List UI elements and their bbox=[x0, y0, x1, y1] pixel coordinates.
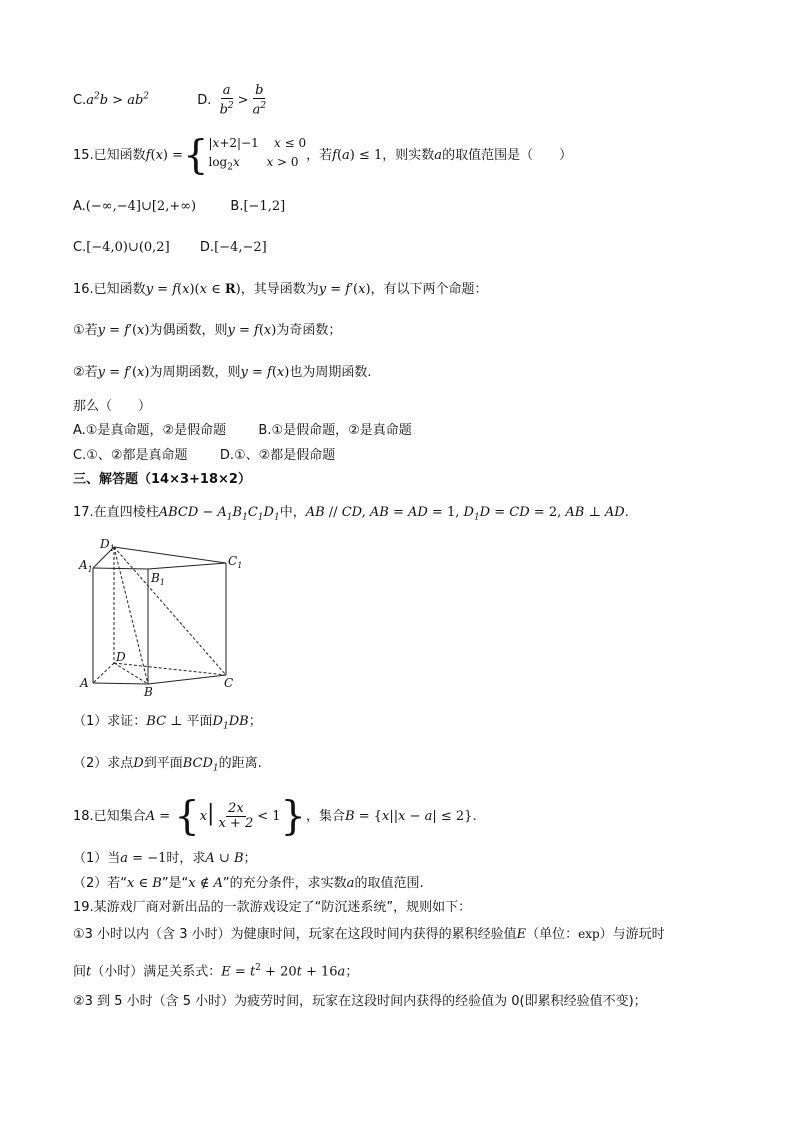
label-c1: $C_1$ bbox=[228, 554, 243, 570]
q19-stem: 19.某游戏厂商对新出品的一款游戏设定了“防沉迷系统”，规则如下： bbox=[73, 900, 472, 915]
q18-part2: （2）若“x ∈ B”是“x ∉ A”的充分条件，求实数a的取值范围. bbox=[73, 876, 424, 891]
q15-option-d: D.[−4,−2] bbox=[199, 240, 267, 255]
q14-options bbox=[73, 84, 270, 117]
edge-b1c1 bbox=[148, 563, 226, 569]
q16-proposition-1: ①若y = f′(x)为偶函数，则y = f(x)为奇函数； bbox=[73, 323, 342, 338]
prism-figure bbox=[78, 535, 248, 697]
edge-bc bbox=[148, 675, 226, 684]
q18-part1: （1）当a = −1时，求A ∪ B； bbox=[73, 851, 257, 866]
edge-ab bbox=[93, 683, 148, 684]
q16-option-d: D.①、②都是假命题 bbox=[219, 448, 336, 463]
q15-option-c: C.[−4,0)∪(0,2] bbox=[73, 240, 170, 255]
q15-stem: 15.已知函数f(x) ={|x+2|−1 x ≤ 0 $\log_2x$ x > 0 ，若f(a) ≤ 1，则实数a的取值范围是（ ） bbox=[73, 132, 573, 179]
q16-ask: 那么（ ） bbox=[73, 399, 152, 414]
label-c: C bbox=[224, 676, 234, 690]
q19-rule2: ②3 到 5 小时（含 5 小时）为疲劳时间，玩家在这段时间内获得的经验值为 0(即累积经验值不变)； bbox=[73, 994, 647, 1009]
label-a: A bbox=[80, 676, 89, 690]
q16-options-ab bbox=[73, 421, 412, 441]
q14-option-d: D. $\frac{a}{b^2}$ > $\frac{b}{a^2}$ bbox=[197, 83, 267, 118]
q16-options-cd bbox=[73, 446, 335, 466]
q19-rule1-line2: 间t（小时）满足关系式：$E = t^2 + 20t + 16a$； bbox=[73, 963, 359, 980]
label-d1: $D_1$ bbox=[100, 537, 115, 553]
label-b1: $B_1$ bbox=[151, 571, 165, 587]
section-title: 三、解答题（14×3+18×2） bbox=[73, 472, 251, 487]
q15-option-b: B.[−1,2] bbox=[230, 199, 286, 214]
q16-option-c: C.①、②都是真命题 bbox=[73, 448, 188, 463]
label-b: B bbox=[144, 685, 153, 697]
label-d: D bbox=[116, 650, 126, 664]
label-a1: $A_1$ bbox=[79, 558, 93, 574]
q14-option-c: $C.a^2b > ab^2$ bbox=[73, 91, 150, 109]
edge-d1c1 bbox=[114, 547, 226, 563]
edge-da bbox=[93, 663, 114, 683]
q16-stem: 16.已知函数y = f(x)(x ∈ R)，其导函数为y = f′(x)，有以下两个命题： bbox=[73, 282, 488, 297]
edge-db bbox=[114, 663, 148, 684]
edge-d1c bbox=[114, 547, 226, 675]
q16-option-b: B.①是假命题，②是真命题 bbox=[258, 423, 412, 438]
edge-a1b1 bbox=[93, 568, 148, 569]
q15-options-ab bbox=[73, 197, 285, 217]
q15-option-a: A.(−∞,−4]∪[2,+∞) bbox=[73, 199, 197, 214]
q17-part1: （1）求证：BC ⊥ 平面$D_1DB$； bbox=[73, 714, 262, 732]
q15-options-cd bbox=[73, 238, 267, 258]
q18-stem: 18.已知集合A = {x| $\frac{2x}{x + 2}$ < 1}，集合B = {x||x − a| ≤ 2}. bbox=[73, 793, 477, 840]
q16-option-a: A.①是真命题，②是假命题 bbox=[73, 423, 227, 438]
edge-dc bbox=[114, 663, 226, 675]
q17-part2: （2）求点D到平面$BCD_1$的距离. bbox=[73, 756, 262, 774]
q16-proposition-2: ②若y = f′(x)为周期函数，则y = f(x)也为周期函数. bbox=[73, 365, 372, 380]
q19-rule1: ①3 小时以内（含 3 小时）为健康时间，玩家在这段时间内获得的累积经验值E（单位：exp）与游玩时 bbox=[73, 927, 665, 942]
q17-stem: 17.在直四棱柱ABCD − $A_1B_1C_1D_1$中，AB // CD, AB = AD = 1, $D_1D$ = CD = 2, AB ⊥ AD. bbox=[73, 505, 629, 523]
